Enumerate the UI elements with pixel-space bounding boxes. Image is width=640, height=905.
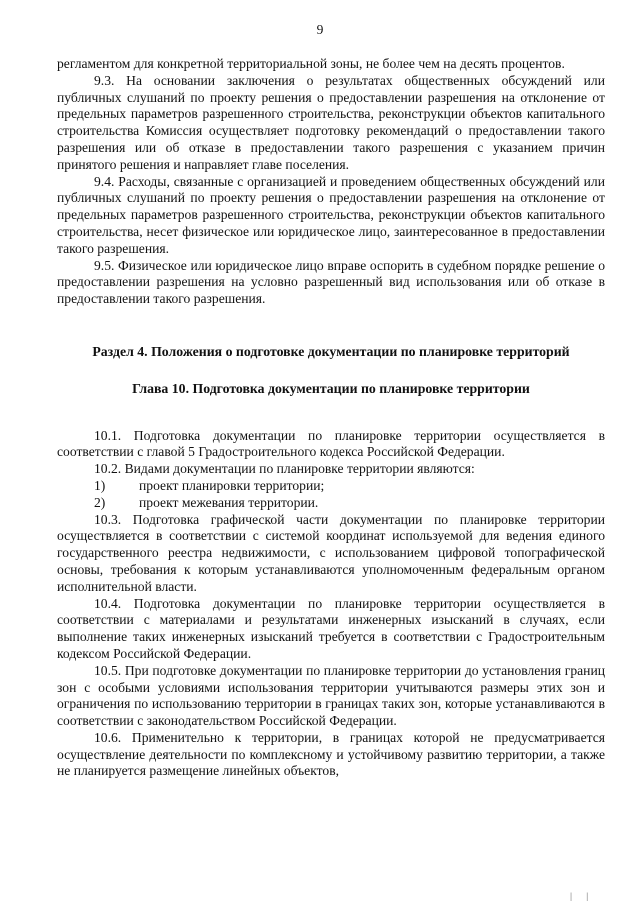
paragraph-10-6: 10.6. Применительно к территории, в границах которой не предусматривается осуществление деятельности по комплексному и устойчивому развитию территории, а также не планируется размещение линейных объектов, <box>57 729 605 779</box>
heading-spacer <box>57 398 605 428</box>
paragraph-10-3: 10.3. Подготовка графической части документации по планировке территории осуществляется в соответствии с системой координат используемой для ведения единого государственного реестра недвижимости, с использованием цифровой топографической основы, требования к которым устанавливаются уполномоченным федеральным органом исполнительной власти. <box>57 511 605 594</box>
list-item-text: проект межевания территории. <box>139 494 319 510</box>
section-title: Раздел 4. Положения о подготовке документации по планировке территорий <box>92 343 570 359</box>
list-item-number: 1) <box>94 477 106 493</box>
paragraph-10-1: 10.1. Подготовка документации по планировке территории осуществляется в соответствии с главой 5 Градостроительного кодекса Российской Федерации. <box>57 427 605 460</box>
paragraph-9-3: 9.3. На основании заключения о результатах общественных обсуждений или публичных слушаний по проекту решения о предоставлении разрешения на отклонение от предельных параметров разрешенного строительства, реконструкции объектов капитального строительства Комиссия осуществляет подготовку рекомендаций о предоставлении такого разрешения или об отказе в предоставлении такого разрешения с указанием причин принятого решения и направляет главе поселения. <box>57 72 605 172</box>
document-body <box>57 56 605 780</box>
paragraph-10-4: 10.4. Подготовка документации по планировке территории осуществляется в соответствии с материалами и результатами инженерных изысканий в случаях, если выполнение таких инженерных изысканий требуется в соответствии с Градостроительным кодексом Российской Федерации. <box>57 595 605 661</box>
paragraph-10-2: 10.2. Видами документации по планировке территории являются: <box>94 461 475 477</box>
list-item-number: 2) <box>94 494 106 510</box>
chapter-title: Глава 10. Подготовка документации по планировке территории <box>132 380 530 396</box>
paragraph-continuation: регламентом для конкретной территориальной зоны, не более чем на десять процентов. <box>57 56 565 71</box>
paragraph-9-4: 9.4. Расходы, связанные с организацией и проведением общественных обсуждений или публичных слушаний по проекту решения о предоставлении разрешения на отклонение от предельных параметров разрешенного строительства, реконструкции объектов капитального строительства, несет физическое или юридическое лицо, заинтересованное в предоставлении такого разрешения. <box>57 173 605 256</box>
scan-marks: | | <box>570 891 594 901</box>
page-number: 9 <box>316 22 324 37</box>
list-item <box>57 495 605 512</box>
paragraph-10-5: 10.5. При подготовке документации по планировке территории до установления границ зон с особыми условиями использования территории учитываются размеры этих зон и ограничения по использованию территории в границах таких зон, которые устанавливаются в соответствии с законодательством Российской Федерации. <box>57 662 605 729</box>
list-item <box>57 478 605 495</box>
paragraph-9-5: 9.5. Физическое или юридическое лицо вправе оспорить в судебном порядке решение о предоставлении разрешения на условно разрешенный вид использования или об отказе в предоставлении такого разрешения. <box>57 257 605 307</box>
list-item-text: проект планировки территории; <box>139 477 325 493</box>
